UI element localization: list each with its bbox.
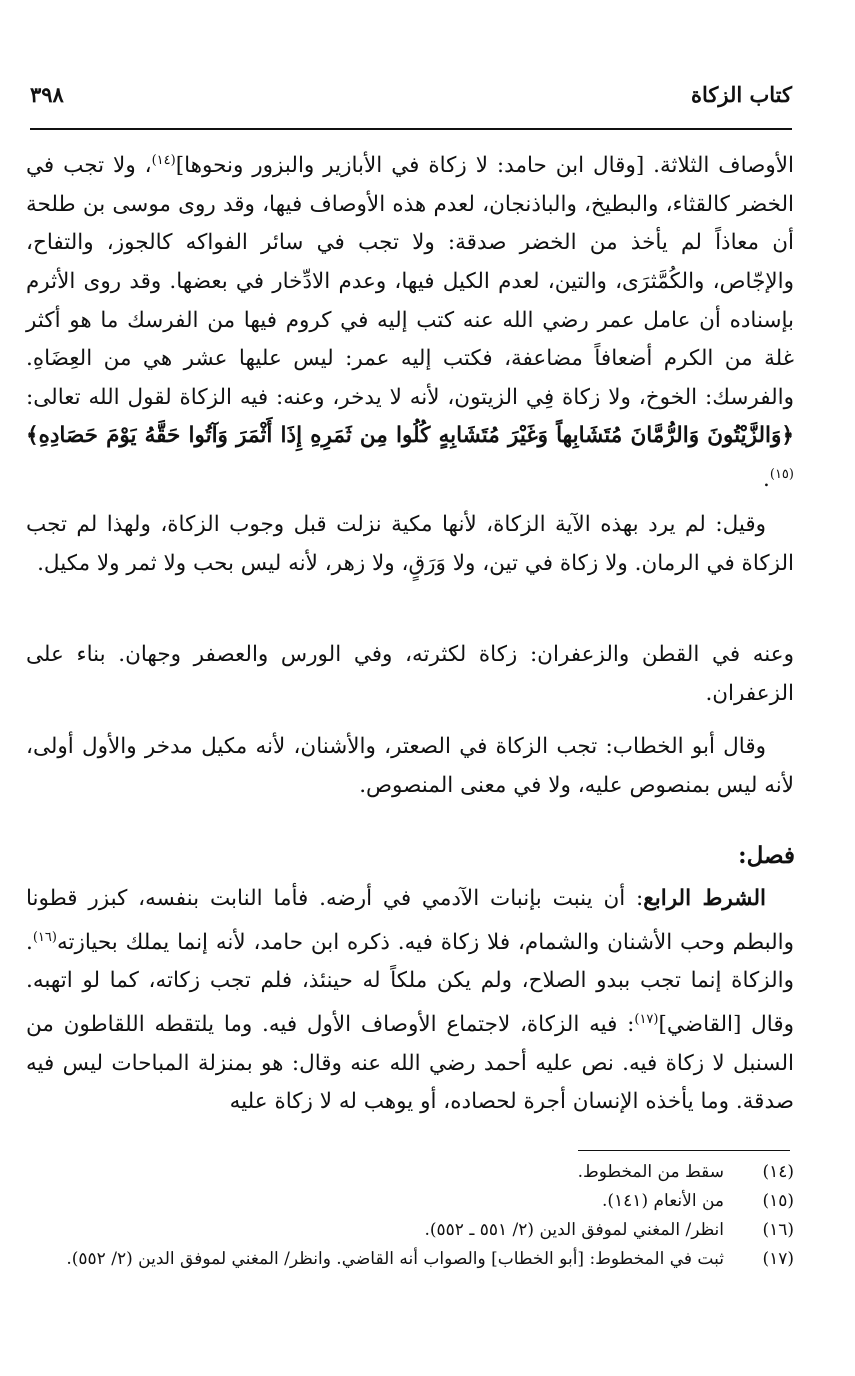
footnote-number: (١٥) [762, 1191, 794, 1211]
running-title: كتاب الزكاة [690, 82, 792, 107]
lead-term: الشرط الرابع [643, 886, 766, 911]
header-rule [30, 128, 792, 130]
text-run: : أن ينبت بإنبات الآدمي في أرضه. فأما النابت بنفسه، كبزر قطونا والبطم وحب الأشنان والشمام، فلا زكاة فيه. ذكره ابن حامد، لأنه إنما يملك بحيازته [26, 886, 794, 955]
text-run: . [763, 467, 770, 493]
footnote-text: سقط من المخطوط. [577, 1162, 724, 1182]
footnote [26, 1216, 794, 1245]
page-header [30, 82, 792, 122]
footnote [26, 1187, 794, 1216]
paragraph [26, 880, 794, 1122]
footnote-ref: (١٧) [634, 1011, 659, 1027]
footnote [26, 1158, 794, 1187]
paragraph: وقيل: لم يرد بهذه الآية الزكاة، لأنها مكية نزلت قبل وجوب الزكاة، ولهذا لم تجب الزكاة في الرمان. ولا زكاة في تين، ولا وَرَقٍ، ولا زهر، لأنه ليس بحب ولا ثمر ولا مكيل. [26, 512, 794, 576]
footnote-rule [578, 1150, 790, 1151]
footnote-text: ثبت في المخطوط: [أبو الخطاب] والصواب أنه القاضي. وانظر/ المغني لموفق الدين (٢/ ٥٥٢). [66, 1249, 724, 1269]
quran-verse: ﴿وَالزَّيْتُونَ وَالرُّمَّانَ مُتَشَابِهاً وَغَيْرَ مُتَشَابِهٍ كُلُوا مِن ثَمَرِهِ إِذَا أَثْمَرَ وَآتُوا حَقَّهُ يَوْمَ حَصَادِهِ﴾ [26, 423, 794, 449]
footnote-number: (١٦) [762, 1220, 794, 1240]
paragraph [26, 142, 794, 492]
text-run: . والزكاة إنما تجب ببدو الصلاح، ولم يكن ملكاً له حينئذ، فلم تجب زكاته، كما لو اتهبه. وقال [القاضي] [26, 929, 794, 1038]
footnote-text: انظر/ المغني لموفق الدين (٢/ ٥٥١ ـ ٥٥٢). [424, 1220, 724, 1240]
footnotes [26, 1158, 794, 1274]
text-run: : فيه الزكاة، لاجتماع الأوصاف الأول فيه. وما يلتقطه اللقاطون من السنبل لا زكاة فيه. نص عليه أحمد رضي الله عنه وقال: هو بمنزلة المباحات ليس فيه صدقة. وما يأخذه الإنسان أجرة لحصاده، أو يوهب له لا زكاة عليه [26, 1012, 794, 1115]
page-number: ٣٩٨ [30, 82, 64, 107]
section-text [26, 880, 794, 1122]
text-run: ، ولا تجب في الخضر كالقثاء، والبطيخ، والباذنجان، لعدم هذه الأوصاف فيها، وقد روى موسى بن طلحة أن معاذاً لم يأخذ من الخضر صدقة: ولا تجب في سائر الفواكه كالجوز، والتفاح، والإجّاص، والكُمَّثرَى، والتين، لعدم الكيل فيها، وعدم الادِّخار في بعضها. وقد روى الأثرم بإسناده أن عامل عمر رضي الله عنه كتب إليه في كروم فيها من الفرسك ما هو أكثر غلة من الكرم أضعافاً مضاعفة، فكتب إليه عمر: ليس عليها عشر هي من العِضَاهِ. والفرسك: الخوخ، ولا زكاة فِي الزيتون، لأنه لا يدخر، وعنه: فيه الزكاة لقول الله تعالى: [26, 153, 794, 410]
footnote [26, 1245, 794, 1274]
paragraph: وعنه في القطن والزعفران: زكاة لكثرته، وفي الورس والعصفر وجهان. بناء على الزعفران. [26, 642, 794, 706]
main-text [26, 142, 794, 806]
footnote-number: (١٤) [762, 1162, 794, 1182]
footnote-text: من الأنعام (١٤١). [602, 1191, 724, 1211]
footnote-number: (١٧) [762, 1249, 794, 1269]
section-heading: فصل: [738, 842, 795, 869]
paragraph: وقال أبو الخطاب: تجب الزكاة في الصعتر، والأشنان، لأنه مكيل مدخر والأول أولى، لأنه ليس بمنصوص عليه، ولا في معنى المنصوص. [26, 734, 794, 798]
footnote-ref: (١٤) [151, 153, 176, 168]
text-run: الأوصاف الثلاثة. [وقال ابن حامد: لا زكاة في الأبازير والبزور ونحوها] [175, 153, 795, 179]
footnote-ref: (١٥) [769, 466, 794, 482]
footnote-ref: (١٦) [32, 929, 57, 945]
